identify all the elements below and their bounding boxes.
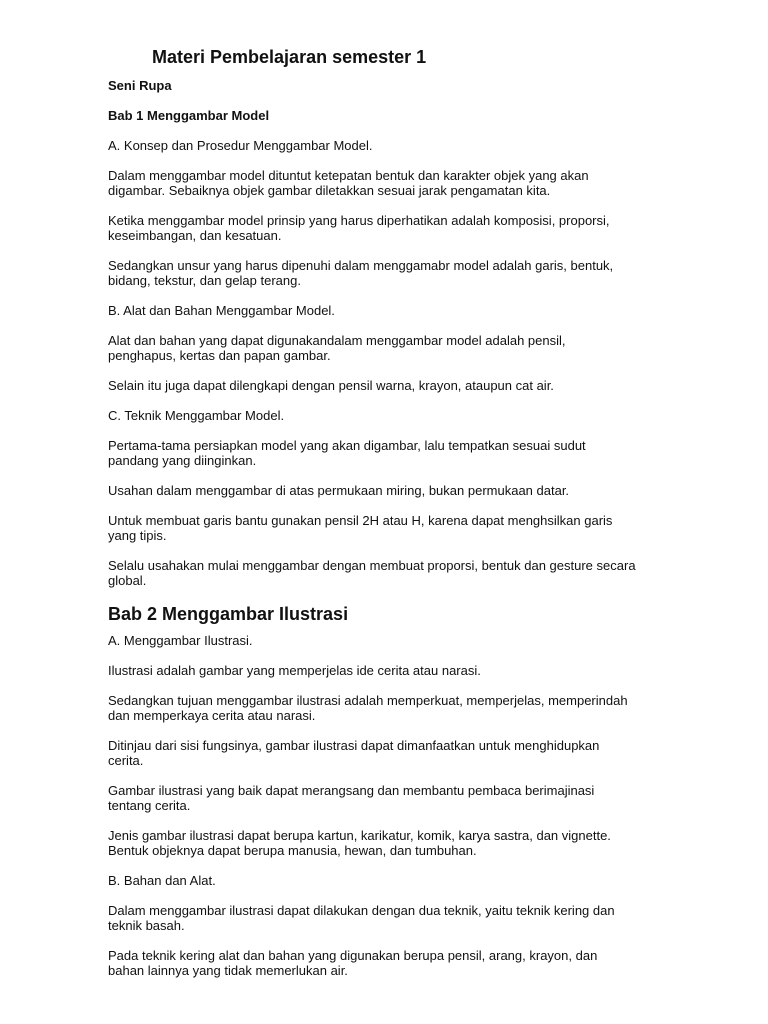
chapter-1-paragraph: C. Teknik Menggambar Model.: [108, 408, 285, 423]
chapter-2-paragraph: Ditinjau dari sisi fungsinya, gambar ilustrasi dapat dimanfaatkan untuk menghidupkan cerita.: [108, 738, 600, 768]
chapter-2-paragraph: Sedangkan tujuan menggambar ilustrasi adalah memperkuat, memperjelas, memperindah dan memperkaya cerita atau narasi.: [108, 693, 628, 723]
chapter-1-paragraph: A. Konsep dan Prosedur Menggambar Model.: [108, 138, 373, 153]
chapter-1-paragraph: Ketika menggambar model prinsip yang harus diperhatikan adalah komposisi, proporsi, keseimbangan, dan kesatuan.: [108, 213, 610, 243]
subject-heading: Seni Rupa: [108, 78, 172, 93]
chapter-2-heading: Bab 2 Menggambar Ilustrasi: [108, 604, 349, 624]
chapter-1-paragraph: Dalam menggambar model dituntut ketepatan bentuk dan karakter objek yang akan digambar. Sebaiknya objek gambar diletakkan sesuai jarak pengamatan kita.: [108, 168, 589, 198]
chapter-2-paragraph: Gambar ilustrasi yang baik dapat merangsang dan membantu pembaca berimajinasi tentang cerita.: [108, 783, 595, 813]
chapter-1-heading: Bab 1 Menggambar Model: [108, 108, 270, 123]
chapter-2-paragraph: Dalam menggambar ilustrasi dapat dilakukan dengan dua teknik, yaitu teknik kering dan teknik basah.: [108, 903, 615, 933]
chapter-1-paragraph: Pertama-tama persiapkan model yang akan digambar, lalu tempatkan sesuai sudut pandang yang diinginkan.: [108, 438, 586, 468]
chapter-1-paragraph: Selalu usahakan mulai menggambar dengan membuat proporsi, bentuk dan gesture secara global.: [108, 558, 636, 588]
document-title: Materi Pembelajaran semester 1: [152, 47, 427, 67]
chapter-1-paragraph: Usahan dalam menggambar di atas permukaan miring, bukan permukaan datar.: [108, 483, 570, 498]
document-page: [108, 44, 708, 993]
chapter-2-paragraph: Pada teknik kering alat dan bahan yang digunakan berupa pensil, arang, krayon, dan bahan lainnya yang tidak memerlukan air.: [108, 948, 598, 978]
chapter-1-paragraph: Alat dan bahan yang dapat digunakandalam menggambar model adalah pensil, penghapus, kertas dan papan gambar.: [108, 333, 566, 363]
chapter-1-paragraph: Untuk membuat garis bantu gunakan pensil 2H atau H, karena dapat menghsilkan garis yang tipis.: [108, 513, 613, 543]
chapter-1-paragraph: Sedangkan unsur yang harus dipenuhi dalam menggamabr model adalah garis, bentuk, bidang, tekstur, dan gelap terang.: [108, 258, 614, 288]
chapter-2-section: [108, 603, 708, 978]
chapter-2-paragraph: Jenis gambar ilustrasi dapat berupa kartun, karikatur, komik, karya sastra, dan vignette. Bentuk objeknya dapat berupa manusia, hewan, dan tumbuhan.: [108, 828, 611, 858]
chapter-1-section: [108, 108, 708, 588]
chapter-1-paragraph: B. Alat dan Bahan Menggambar Model.: [108, 303, 335, 318]
chapter-2-paragraph: Ilustrasi adalah gambar yang memperjelas ide cerita atau narasi.: [108, 663, 481, 678]
chapter-2-paragraph: A. Menggambar Ilustrasi.: [108, 633, 253, 648]
chapter-1-paragraph: Selain itu juga dapat dilengkapi dengan pensil warna, krayon, ataupun cat air.: [108, 378, 554, 393]
chapter-2-paragraph: B. Bahan dan Alat.: [108, 873, 216, 888]
